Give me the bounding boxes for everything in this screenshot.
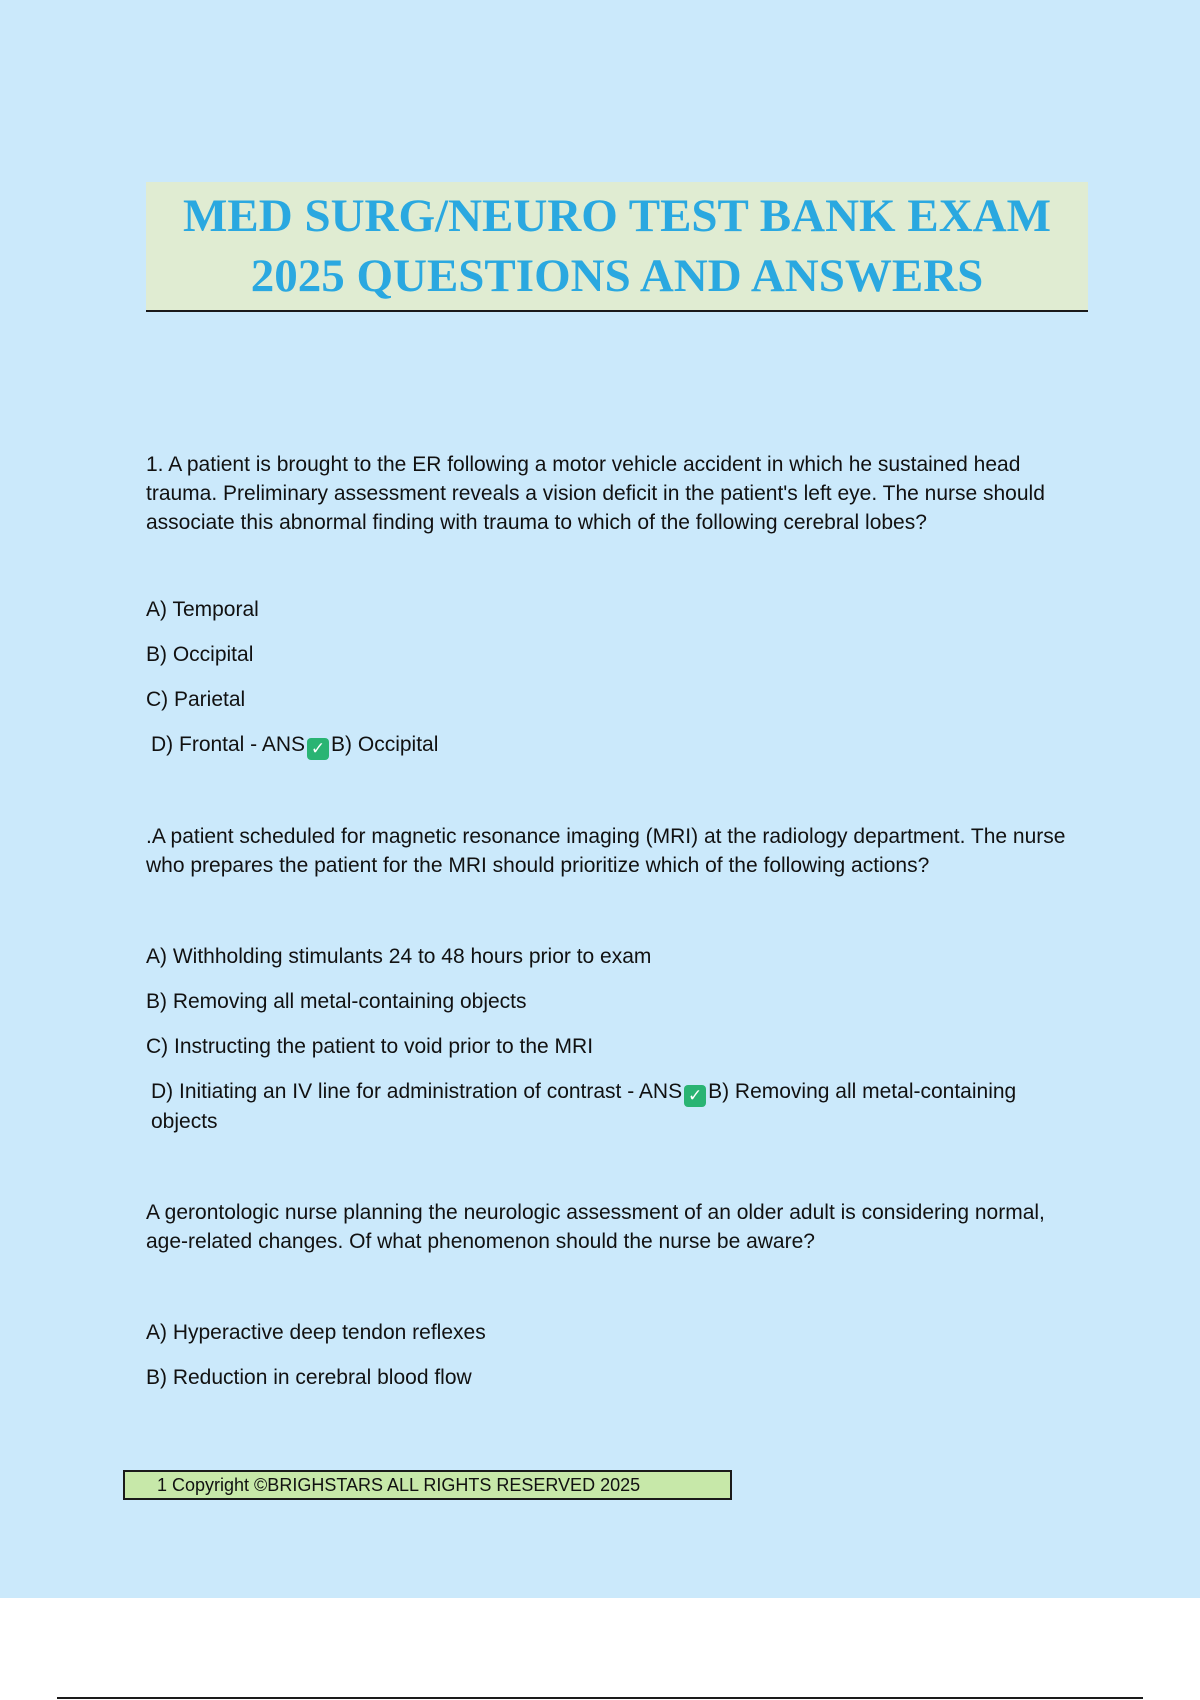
question-3-text: A gerontologic nurse planning the neurologic assessment of an older adult is considering normal, age-related changes. Of what phenomenon should the nurse be aware? (146, 1201, 1045, 1253)
question-1-option-c: C) Parietal (146, 688, 246, 711)
question-1-option-d-with-answer (146, 730, 1086, 760)
question-2-option-a: A) Withholding stimulants 24 to 48 hours prior to exam (146, 945, 652, 968)
question-3 (146, 1198, 1086, 1392)
copyright-footer: 1 Copyright ©BRIGHSTARS ALL RIGHTS RESERVED 2025 (123, 1470, 732, 1500)
question-2 (146, 822, 1086, 1136)
question-3-option-a: A) Hyperactive deep tendon reflexes (146, 1321, 486, 1344)
question-1-option-b: B) Occipital (146, 643, 254, 666)
question-1-options (146, 595, 1086, 760)
question-1 (146, 450, 1086, 760)
question-2-option-b: B) Removing all metal-containing objects (146, 990, 527, 1013)
question-2-answer: B) Removing all metal-containing objects (151, 1080, 1017, 1133)
question-3-options (146, 1318, 1086, 1392)
bottom-divider (57, 1697, 1143, 1699)
question-1-option-d: D) Frontal - ANS (151, 733, 306, 756)
document-title-banner (146, 182, 1088, 312)
checkmark-icon: ✓ (307, 738, 329, 760)
question-1-text: 1. A patient is brought to the ER following a motor vehicle accident in which he sustained head trauma. Preliminary assessment reveals a vision deficit in the patient's left eye. The nurse should associate this abnormal finding with trauma to which of the following cerebral lobes? (146, 453, 1045, 534)
question-2-text: .A patient scheduled for magnetic resonance imaging (MRI) at the radiology department. The nurse who prepares the patient for the MRI should prioritize which of the following actions? (146, 825, 1066, 877)
question-2-option-d: D) Initiating an IV line for administration of contrast - ANS (151, 1080, 683, 1103)
question-2-options (146, 942, 1086, 1136)
checkmark-icon: ✓ (684, 1085, 706, 1107)
question-1-answer: B) Occipital (331, 733, 439, 756)
question-2-option-c: C) Instructing the patient to void prior to the MRI (146, 1035, 594, 1058)
question-1-option-a: A) Temporal (146, 598, 259, 621)
document-title-line-2: 2025 QUESTIONS AND ANSWERS (250, 250, 984, 302)
question-3-option-b: B) Reduction in cerebral blood flow (146, 1366, 472, 1389)
question-list (146, 450, 1086, 1444)
question-2-option-d-with-answer (146, 1077, 1086, 1136)
document-title-line-1: MED SURG/NEURO TEST BANK EXAM (183, 190, 1051, 242)
